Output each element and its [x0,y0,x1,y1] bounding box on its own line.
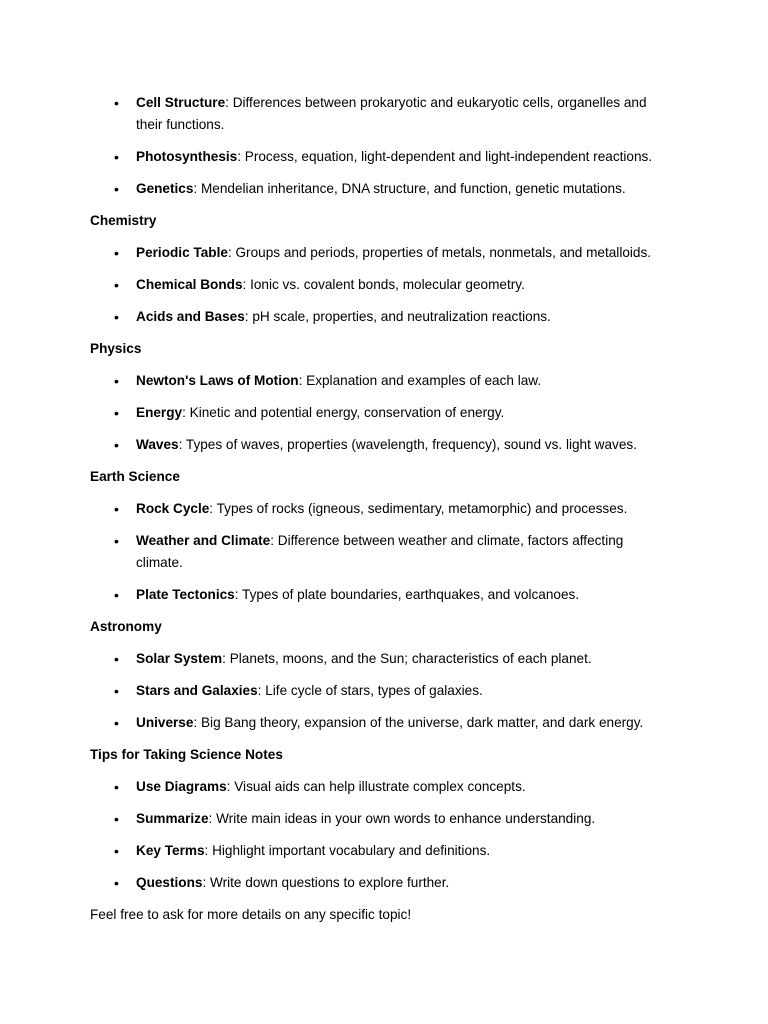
item-term: Stars and Galaxies [136,683,258,698]
item-description: : Difference between weather and climate, factors affecting climate. [136,533,624,570]
bullet-icon: • [114,779,119,795]
section-chemistry [90,210,670,328]
section-biology-continued [90,92,670,200]
item-description: : Write down questions to explore further. [202,875,450,890]
document-body [90,92,670,926]
bullet-list [90,776,670,894]
bullet-list [90,498,670,606]
item-description: : pH scale, properties, and neutralization reactions. [244,309,551,324]
item-description: : Planets, moons, and the Sun; characteristics of each planet. [222,651,592,666]
list-item [90,530,670,574]
bullet-icon: • [114,309,119,325]
list-item [90,434,670,456]
item-description: : Ionic vs. covalent bonds, molecular geometry. [242,277,525,292]
bullet-list [90,370,670,456]
list-item [90,498,670,520]
list-item [90,274,670,296]
item-description: : Types of waves, properties (wavelength, frequency), sound vs. light waves. [178,437,637,452]
list-item [90,808,670,830]
section-astronomy [90,616,670,734]
item-term: Plate Tectonics [136,587,235,602]
bullet-icon: • [114,587,119,603]
item-term: Photosynthesis [136,149,238,164]
bullet-icon: • [114,651,119,667]
list-item [90,242,670,264]
bullet-icon: • [114,811,119,827]
item-term: Periodic Table [136,245,228,260]
bullet-icon: • [114,875,119,891]
item-term: Solar System [136,651,223,666]
item-description: : Differences between prokaryotic and eukaryotic cells, organelles and their functions. [136,95,647,132]
item-description: : Write main ideas in your own words to enhance understanding. [208,811,596,826]
bullet-icon: • [114,405,119,421]
bullet-icon: • [114,95,119,111]
list-item [90,712,670,734]
list-item [90,840,670,862]
list-item [90,776,670,798]
item-term: Acids and Bases [136,309,245,324]
list-item [90,146,670,168]
bullet-icon: • [114,437,119,453]
item-term: Summarize [136,811,209,826]
item-term: Genetics [136,181,194,196]
section-physics [90,338,670,456]
section-heading: Chemistry [90,213,157,228]
bullet-list [90,242,670,328]
item-term: Universe [136,715,194,730]
bullet-list [90,92,670,200]
bullet-icon: • [114,373,119,389]
bullet-icon: • [114,715,119,731]
bullet-icon: • [114,533,119,549]
list-item [90,680,670,702]
item-description: : Groups and periods, properties of metals, nonmetals, and metalloids. [227,245,652,260]
bullet-list [90,648,670,734]
list-item [90,370,670,392]
section-heading: Physics [90,341,142,356]
item-term: Chemical Bonds [136,277,243,292]
item-description: : Types of rocks (igneous, sedimentary, metamorphic) and processes. [209,501,628,516]
item-description: : Highlight important vocabulary and definitions. [204,843,491,858]
item-description: : Visual aids can help illustrate complex concepts. [226,779,526,794]
section-heading: Astronomy [90,619,162,634]
item-term: Energy [136,405,183,420]
section-tips [90,744,670,894]
item-description: : Mendelian inheritance, DNA structure, and function, genetic mutations. [193,181,626,196]
bullet-icon: • [114,843,119,859]
list-item [90,178,670,200]
item-description: : Big Bang theory, expansion of the universe, dark matter, and dark energy. [193,715,644,730]
item-term: Rock Cycle [136,501,210,516]
bullet-icon: • [114,149,119,165]
item-term: Questions [136,875,203,890]
item-term: Cell Structure [136,95,226,110]
section-heading: Earth Science [90,469,180,484]
item-description: : Kinetic and potential energy, conservation of energy. [182,405,505,420]
section-earth-science [90,466,670,606]
item-term: Newton's Laws of Motion [136,373,299,388]
section-heading: Tips for Taking Science Notes [90,747,283,762]
item-description: : Explanation and examples of each law. [298,373,542,388]
item-term: Use Diagrams [136,779,227,794]
closing-note: Feel free to ask for more details on any specific topic! [90,907,412,922]
bullet-icon: • [114,683,119,699]
item-term: Weather and Climate [136,533,271,548]
item-term: Waves [136,437,179,452]
item-description: : Types of plate boundaries, earthquakes, and volcanoes. [234,587,580,602]
item-description: : Life cycle of stars, types of galaxies. [257,683,483,698]
item-term: Key Terms [136,843,205,858]
bullet-icon: • [114,501,119,517]
bullet-icon: • [114,181,119,197]
item-description: : Process, equation, light-dependent and light-independent reactions. [237,149,653,164]
list-item [90,306,670,328]
list-item [90,402,670,424]
list-item [90,92,670,136]
bullet-icon: • [114,277,119,293]
bullet-icon: • [114,245,119,261]
list-item [90,584,670,606]
list-item [90,648,670,670]
list-item [90,872,670,894]
